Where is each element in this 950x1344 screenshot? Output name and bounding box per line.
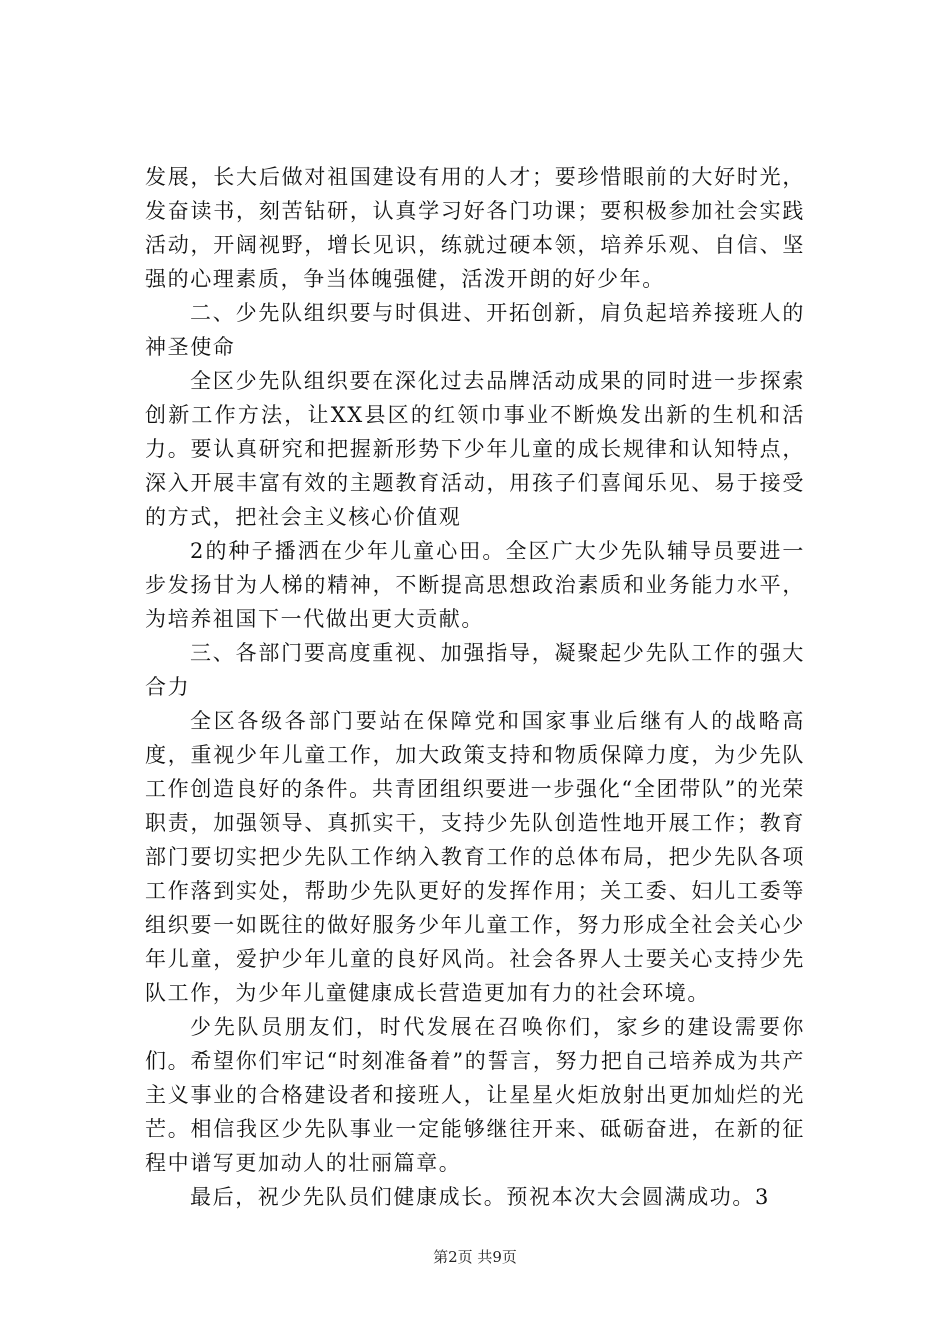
paragraph: 2的种子播洒在少年儿童心田。全区广大少先队辅导员要进一步发扬甘为人梯的精神，不断提高思想政治素质和业务能力水平，为培养祖国下一代做出更大贡献。 bbox=[145, 539, 805, 631]
paragraph: 少先队员朋友们，时代发展在召唤你们，家乡的建设需要你们。希望你们牢记“时刻准备着”的誓言，努力把自己培养成为共产主义事业的合格建设者和接班人，让星星火炬放射出更加灿烂的光芒。相信我区少先队事业一定能够继往开来、砥砺奋进，在新的征程中谱写更加动人的壮丽篇章。 bbox=[145, 1015, 805, 1175]
section-heading-3: 三、各部门要高度重视、加强指导，凝聚起少先队工作的强大合力 bbox=[145, 641, 805, 699]
paragraph: 全区各级各部门要站在保障党和国家事业后继有人的战略高度，重视少年儿童工作，加大政策支持和物质保障力度，为少先队工作创造良好的条件。共青团组织要进一步强化“全团带队”的光荣职责，加强领导、真抓实干，支持少先队创造性地开展工作；教育部门要切实把少先队工作纳入教育工作的总体布局，把少先队各项工作落到实处，帮助少先队更好的发挥作用；关工委、妇儿工委等组织要一如既往的做好服务少年儿童工作，努力形成全社会关心少年儿童，爱护少年儿童的良好风尚。社会各界人士要关心支持少先队工作，为少年儿童健康成长营造更加有力的社会环境。 bbox=[145, 709, 805, 1005]
paragraph: 全区少先队组织要在深化过去品牌活动成果的同时进一步探索创新工作方法，让XX县区的红领巾事业不断焕发出新的生机和活力。要认真研究和把握新形势下少年儿童的成长规律和认知特点，深入开展丰富有效的主题教育活动，用孩子们喜闻乐见、易于接受的方式，把社会主义核心价值观 bbox=[145, 369, 805, 529]
document-body bbox=[145, 160, 805, 1214]
section-heading-2: 二、少先队组织要与时俱进、开拓创新，肩负起培养接班人的神圣使命 bbox=[145, 301, 805, 359]
paragraph-continued: 发展，长大后做对祖国建设有用的人才；要珍惜眼前的大好时光，发奋读书，刻苦钻研，认真学习好各门功课；要积极参加社会实践活动，开阔视野，增长见识，练就过硬本领，培养乐观、自信、坚强的心理素质，争当体魄强健，活泼开朗的好少年。 bbox=[145, 165, 805, 291]
page-footer: 第2页 共9页 bbox=[433, 1248, 517, 1266]
paragraph-closing: 最后，祝少先队员们健康成长。预祝本次大会圆满成功。3 bbox=[190, 1185, 770, 1209]
